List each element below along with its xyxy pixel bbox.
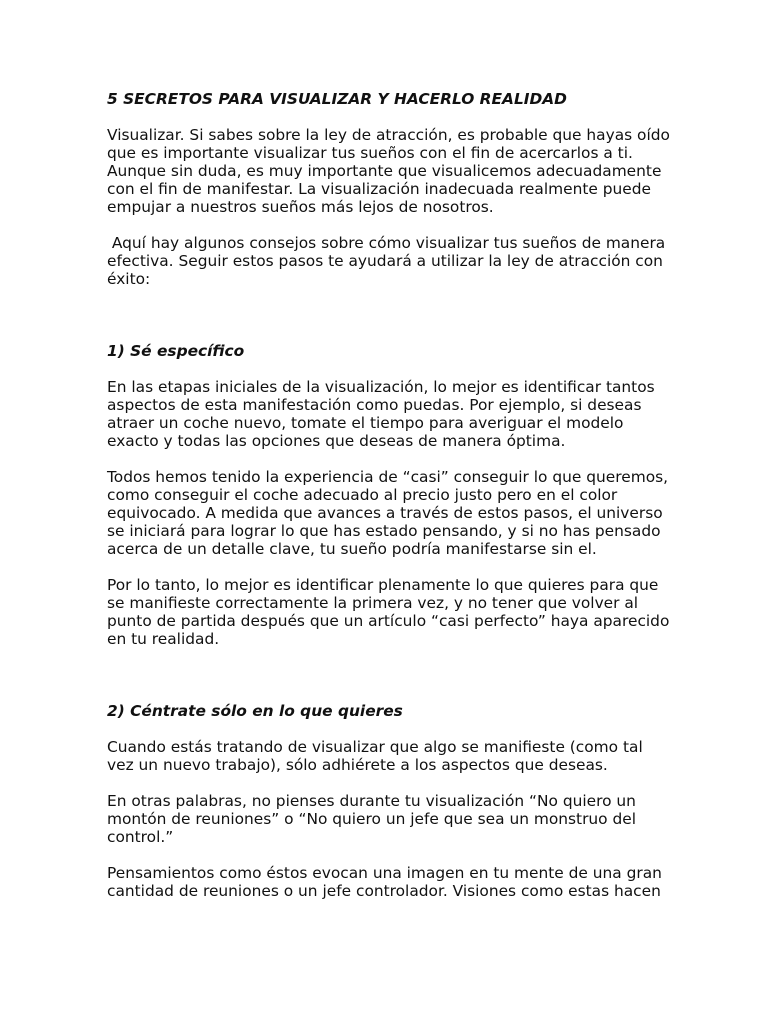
document-page bbox=[107, 90, 687, 900]
text-line: acerca de un detalle clave, tu sueño podría manifestarse sin el. bbox=[107, 540, 597, 558]
section1-paragraph-1 bbox=[107, 378, 687, 450]
text-line: vez un nuevo trabajo), sólo adhiérete a los aspectos que deseas. bbox=[107, 756, 608, 774]
text-line: control.” bbox=[107, 828, 174, 846]
text-line: Por lo tanto, lo mejor es identificar plenamente lo que quieres para que bbox=[107, 576, 659, 594]
text-line: efectiva. Seguir estos pasos te ayudará a utilizar la ley de atracción con bbox=[107, 252, 663, 270]
text-line: atraer un coche nuevo, tomate el tiempo para averiguar el modelo bbox=[107, 414, 624, 432]
intro-paragraph-2 bbox=[107, 234, 687, 288]
text-line: empujar a nuestros sueños más lejos de nosotros. bbox=[107, 198, 494, 216]
text-line: con el fin de manifestar. La visualización inadecuada realmente puede bbox=[107, 180, 651, 198]
intro-paragraph-1 bbox=[107, 126, 687, 216]
text-line: Aquí hay algunos consejos sobre cómo visualizar tus sueños de manera bbox=[107, 234, 666, 252]
text-line: aspectos de esta manifestación como puedas. Por ejemplo, si deseas bbox=[107, 396, 642, 414]
text-line: como conseguir el coche adecuado al precio justo pero en el color bbox=[107, 486, 618, 504]
text-line: punto de partida después que un artículo “casi perfecto” haya aparecido bbox=[107, 612, 670, 630]
section-heading-2: 2) Céntrate sólo en lo que quieres bbox=[107, 702, 403, 720]
text-line: equivocado. A medida que avances a través de estos pasos, el universo bbox=[107, 504, 663, 522]
text-line: se manifieste correctamente la primera vez, y no tener que volver al bbox=[107, 594, 639, 612]
section-heading-1: 1) Sé específico bbox=[107, 342, 245, 360]
text-line: Todos hemos tenido la experiencia de “casi” conseguir lo que queremos, bbox=[107, 468, 669, 486]
text-line: En las etapas iniciales de la visualización, lo mejor es identificar tantos bbox=[107, 378, 655, 396]
section2-paragraph-3 bbox=[107, 864, 687, 900]
section2-paragraph-1 bbox=[107, 738, 687, 774]
text-line: en tu realidad. bbox=[107, 630, 220, 648]
section1-paragraph-3 bbox=[107, 576, 687, 648]
text-line: En otras palabras, no pienses durante tu visualización “No quiero un bbox=[107, 792, 636, 810]
text-line: exacto y todas las opciones que deseas de manera óptima. bbox=[107, 432, 566, 450]
section2-paragraph-2 bbox=[107, 792, 687, 846]
text-line: se iniciará para lograr lo que has estado pensando, y si no has pensado bbox=[107, 522, 661, 540]
text-line: que es importante visualizar tus sueños con el fin de acercarlos a ti. bbox=[107, 144, 633, 162]
document-title: 5 SECRETOS PARA VISUALIZAR Y HACERLO REALIDAD bbox=[107, 90, 567, 108]
text-line: éxito: bbox=[107, 270, 151, 288]
text-line: cantidad de reuniones o un jefe controlador. Visiones como estas hacen bbox=[107, 882, 661, 900]
text-line: Aunque sin duda, es muy importante que visualicemos adecuadamente bbox=[107, 162, 662, 180]
text-line: montón de reuniones” o “No quiero un jefe que sea un monstruo del bbox=[107, 810, 636, 828]
text-line: Pensamientos como éstos evocan una imagen en tu mente de una gran bbox=[107, 864, 662, 882]
text-line: Visualizar. Si sabes sobre la ley de atracción, es probable que hayas oído bbox=[107, 126, 670, 144]
text-line: Cuando estás tratando de visualizar que algo se manifieste (como tal bbox=[107, 738, 643, 756]
section1-paragraph-2 bbox=[107, 468, 687, 558]
